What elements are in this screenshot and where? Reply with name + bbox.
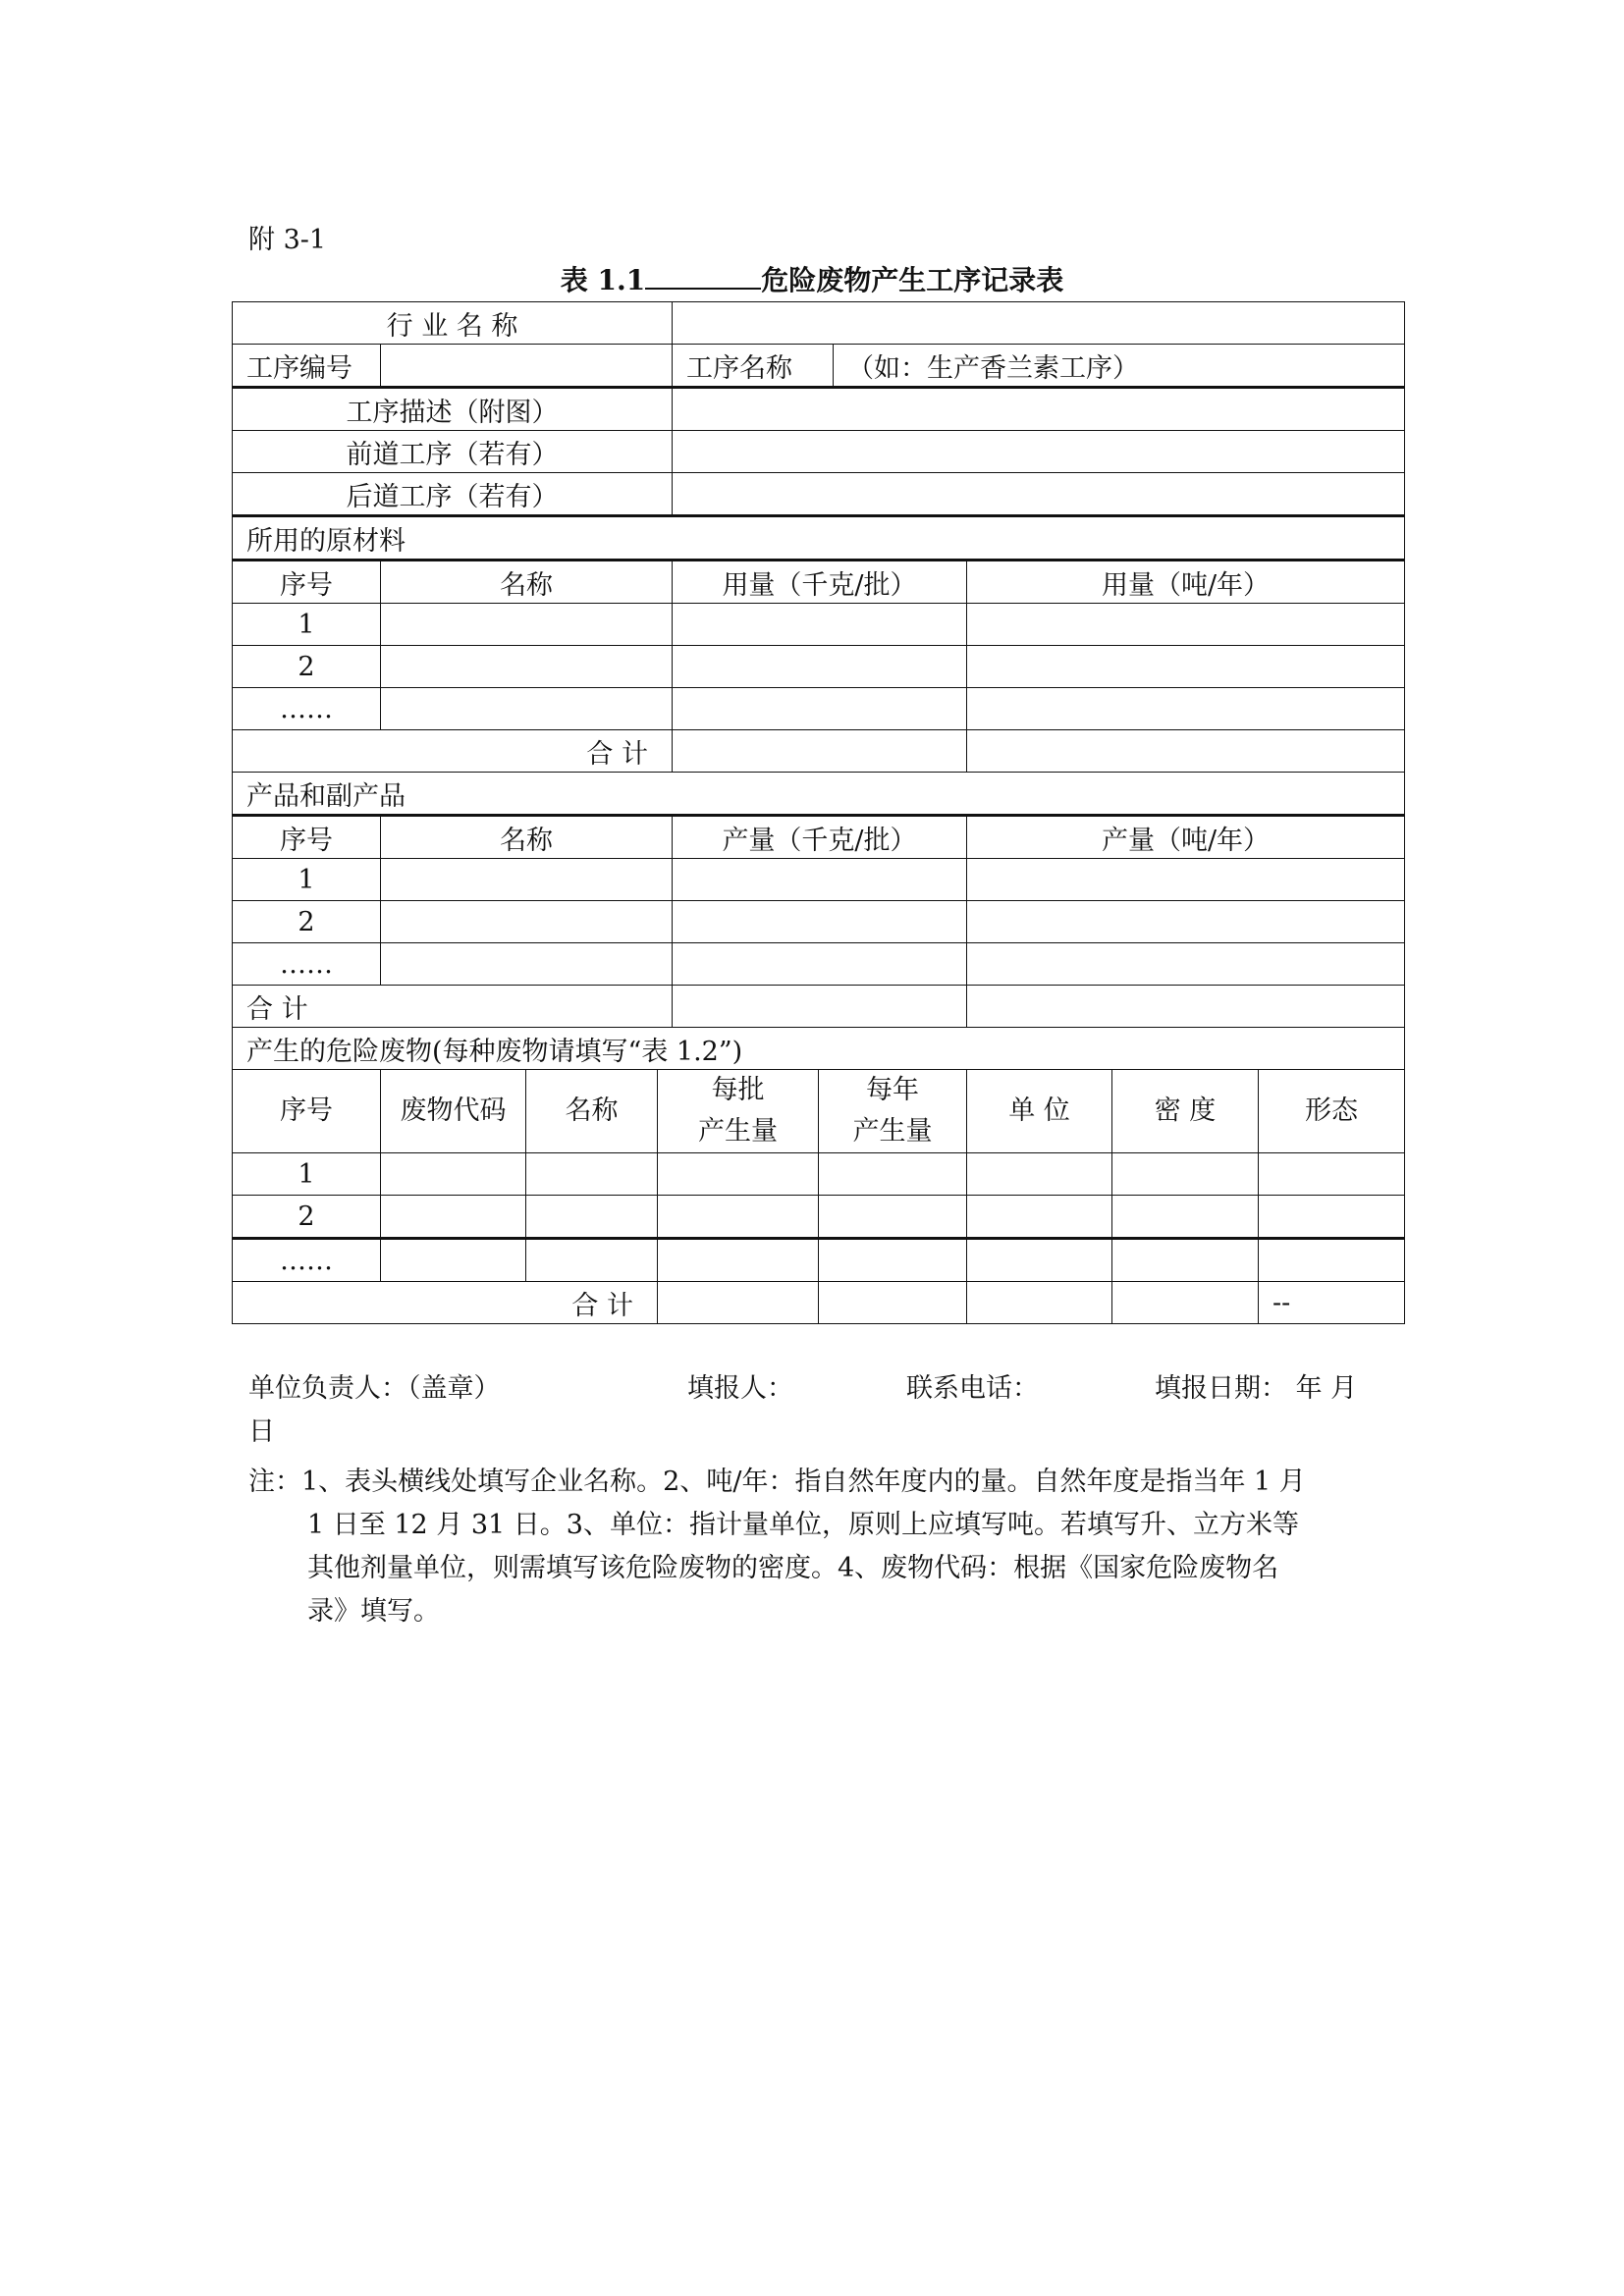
col-header: 名称 <box>526 1070 658 1153</box>
cell-input[interactable] <box>381 943 673 986</box>
col-header: 序号 <box>233 561 381 604</box>
col-header: 废物代码 <box>381 1070 526 1153</box>
table-row <box>233 1153 1405 1196</box>
record-table <box>232 301 1405 1324</box>
cell-input[interactable] <box>967 943 1405 986</box>
table-row <box>233 1196 1405 1239</box>
row-index: …… <box>233 688 381 730</box>
note-line: 录》填写。 <box>307 1596 440 1627</box>
total-row <box>233 986 1405 1028</box>
process-no-input[interactable] <box>381 345 673 388</box>
cell-input[interactable] <box>673 604 967 646</box>
cell-input[interactable] <box>819 1153 967 1196</box>
date-label: 填报日期： 年 月 <box>1155 1373 1358 1404</box>
cell-input[interactable] <box>1112 1239 1259 1282</box>
cell-input[interactable] <box>673 859 967 901</box>
cell-input[interactable] <box>819 1239 967 1282</box>
col-header: 形态 <box>1259 1070 1405 1153</box>
cell-input[interactable] <box>967 1282 1112 1324</box>
cell-input[interactable] <box>967 604 1405 646</box>
cell-input[interactable] <box>658 1239 819 1282</box>
cell-input[interactable] <box>526 1196 658 1239</box>
process-name-input[interactable]: （如：生产香兰素工序） <box>834 345 1405 388</box>
cell-input[interactable] <box>1112 1196 1259 1239</box>
industry-label: 行 业 名 称 <box>233 302 673 345</box>
cell-input[interactable] <box>967 646 1405 688</box>
table-row <box>233 688 1405 730</box>
cell-input[interactable] <box>1112 1153 1259 1196</box>
prev-process-label: 前道工序（若有） <box>233 431 673 473</box>
title-prefix: 表 1.1 <box>560 264 646 296</box>
total-row <box>233 730 1405 773</box>
row-index: 1 <box>233 604 381 646</box>
col-header: 用量（吨/年） <box>967 561 1405 604</box>
next-process-label: 后道工序（若有） <box>233 473 673 516</box>
cell-input[interactable] <box>381 604 673 646</box>
col-header: 密 度 <box>1112 1070 1259 1153</box>
cell-input[interactable] <box>967 688 1405 730</box>
process-name-label: 工序名称 <box>673 345 834 388</box>
row-index: …… <box>233 1239 381 1282</box>
cell-input[interactable] <box>1112 1282 1259 1324</box>
note-line: 其他剂量单位，则需填写该危险废物的密度。4、废物代码：根据《国家危险废物名 <box>307 1553 1279 1583</box>
filler-label: 填报人： <box>687 1373 793 1404</box>
row-index: 1 <box>233 1153 381 1196</box>
row-index: 1 <box>233 859 381 901</box>
process-desc-label: 工序描述（附图） <box>233 388 673 431</box>
header-line: 每批 <box>711 1075 765 1105</box>
cell-input[interactable] <box>381 1196 526 1239</box>
cell-input[interactable] <box>673 688 967 730</box>
cell-input[interactable] <box>967 986 1405 1028</box>
cell-input[interactable] <box>967 1153 1112 1196</box>
cell-input[interactable] <box>526 1153 658 1196</box>
cell-input[interactable] <box>673 986 967 1028</box>
cell-input[interactable] <box>673 901 967 943</box>
cell-input[interactable] <box>658 1282 819 1324</box>
company-name-blank[interactable] <box>645 262 761 290</box>
notes <box>248 1461 1306 1633</box>
cell-input[interactable] <box>381 901 673 943</box>
cell-input[interactable] <box>1259 1153 1405 1196</box>
materials-section: 所用的原材料 <box>233 516 1405 561</box>
table-row <box>233 604 1405 646</box>
row-index: 2 <box>233 646 381 688</box>
note-line: 1 日至 12 月 31 日。3、单位：指计量单位，原则上应填写吨。若填写升、立方米等 <box>307 1510 1299 1540</box>
header-line: 产生量 <box>698 1116 778 1147</box>
cell-input[interactable] <box>967 1196 1112 1239</box>
products-section: 产品和副产品 <box>233 773 1405 816</box>
header-line: 产生量 <box>852 1116 933 1147</box>
cell-input[interactable] <box>381 688 673 730</box>
next-process-input[interactable] <box>673 473 1405 516</box>
form-title <box>0 259 1624 298</box>
col-header: 用量（千克/批） <box>673 561 967 604</box>
table-row <box>233 901 1405 943</box>
cell-input[interactable] <box>673 646 967 688</box>
total-label: 合 计 <box>233 1282 658 1324</box>
table-row <box>233 1239 1405 1282</box>
cell-input[interactable] <box>381 1239 526 1282</box>
cell-input[interactable] <box>673 730 967 773</box>
cell-input[interactable] <box>967 859 1405 901</box>
date-day-label: 日 <box>248 1416 275 1447</box>
cell-input[interactable] <box>819 1282 967 1324</box>
cell-input[interactable] <box>967 901 1405 943</box>
total-form: -- <box>1259 1282 1405 1324</box>
cell-input[interactable] <box>658 1153 819 1196</box>
table-row <box>233 859 1405 901</box>
responsible-label: 单位负责人：（盖章） <box>248 1373 501 1404</box>
col-header: 产量（吨/年） <box>967 816 1405 859</box>
total-row <box>233 1282 1405 1324</box>
col-header: 序号 <box>233 1070 381 1153</box>
cell-input[interactable] <box>658 1196 819 1239</box>
row-index: 2 <box>233 901 381 943</box>
industry-input[interactable] <box>673 302 1405 345</box>
row-index: …… <box>233 943 381 986</box>
cell-input[interactable] <box>967 1239 1112 1282</box>
col-header <box>819 1070 967 1153</box>
cell-input[interactable] <box>381 646 673 688</box>
appendix-label: 附 3-1 <box>248 225 327 255</box>
cell-input[interactable] <box>381 859 673 901</box>
cell-input[interactable] <box>381 1153 526 1196</box>
total-label: 合 计 <box>233 730 673 773</box>
note-line: 注：1、表头横线处填写企业名称。2、吨/年：指自然年度内的量。自然年度是指当年 1 月 <box>248 1467 1306 1497</box>
total-label: 合 计 <box>233 986 673 1028</box>
header-line: 每年 <box>866 1075 919 1105</box>
col-header: 单 位 <box>967 1070 1112 1153</box>
process-desc-input[interactable] <box>673 388 1405 431</box>
cell-input[interactable] <box>526 1239 658 1282</box>
col-header: 产量（千克/批） <box>673 816 967 859</box>
col-header: 名称 <box>381 561 673 604</box>
process-no-label: 工序编号 <box>233 345 381 388</box>
cell-input[interactable] <box>1259 1196 1405 1239</box>
cell-input[interactable] <box>673 943 967 986</box>
waste-section: 产生的危险废物(每种废物请填写“表 1.2”) <box>233 1028 1405 1070</box>
title-suffix: 危险废物产生工序记录表 <box>761 264 1064 296</box>
phone-label: 联系电话： <box>906 1373 1039 1404</box>
table-row <box>233 646 1405 688</box>
cell-input[interactable] <box>1259 1239 1405 1282</box>
col-header: 名称 <box>381 816 673 859</box>
col-header: 序号 <box>233 816 381 859</box>
cell-input[interactable] <box>819 1196 967 1239</box>
table-row <box>233 943 1405 986</box>
prev-process-input[interactable] <box>673 431 1405 473</box>
row-index: 2 <box>233 1196 381 1239</box>
cell-input[interactable] <box>967 730 1405 773</box>
col-header <box>658 1070 819 1153</box>
